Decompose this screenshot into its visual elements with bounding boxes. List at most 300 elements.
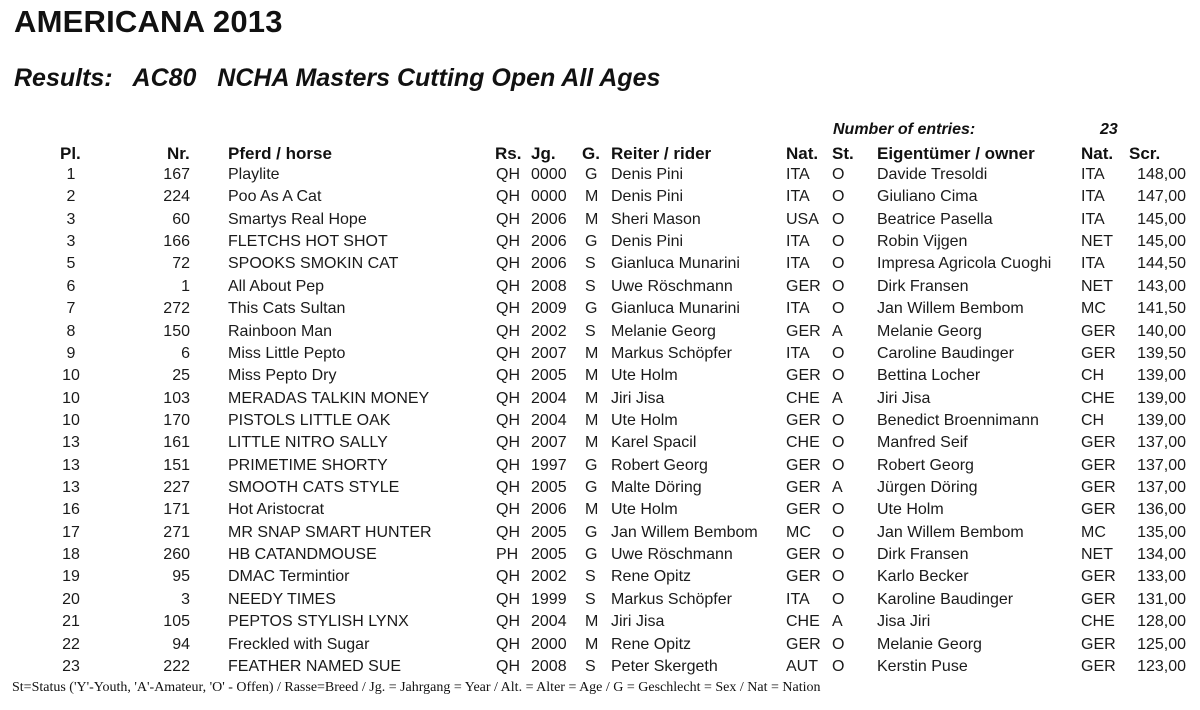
cell-place: 1 [66,166,76,183]
cell-rider: Jiri Jisa [611,613,665,631]
cell-breed: QH [496,568,520,586]
cell-owner-nat: NET [1081,277,1113,295]
cell-breed: QH [496,367,520,385]
cell-number: 103 [163,389,190,407]
cell-sex: G [585,523,598,541]
cell-rider-nat: GER [786,322,821,340]
cell-sex: S [585,590,596,608]
cell-score: 145,00 [1137,233,1186,251]
cell-status: O [832,501,845,519]
cell-rider-nat: CHE [786,434,820,452]
header-breed: Rs. [495,144,522,163]
cell-sex: S [585,322,596,340]
cell-breed: QH [496,188,520,206]
results-table-body [0,165,1200,679]
cell-horse: SPOOKS SMOKIN CAT [228,255,399,273]
header-sex: G. [582,144,600,163]
cell-horse: Miss Little Pepto [228,344,346,362]
cell-year: 2006 [531,501,567,519]
table-row [0,389,1200,411]
cell-breed: QH [496,434,520,452]
cell-number: 1 [181,277,190,295]
cell-owner-nat: ITA [1081,255,1105,273]
cell-year: 2004 [531,613,567,631]
cell-breed: QH [496,501,520,519]
cell-place: 3 [66,233,76,251]
cell-sex: M [585,635,599,653]
cell-status: A [832,389,843,407]
cell-number: 171 [163,501,190,519]
table-row [0,590,1200,612]
cell-owner: Dirk Fransen [877,277,969,295]
cell-owner: Jan Willem Bembom [877,300,1024,318]
cell-owner-nat: CHE [1081,613,1115,631]
cell-owner-nat: GER [1081,479,1116,497]
cell-status: O [832,367,845,385]
table-row [0,433,1200,455]
cell-owner-nat: GER [1081,322,1116,340]
cell-place: 20 [62,590,80,608]
cell-owner: Jürgen Döring [877,479,978,497]
cell-rider: Markus Schöpfer [611,590,732,608]
cell-rider-nat: GER [786,501,821,519]
cell-sex: M [585,411,599,429]
cell-breed: QH [496,166,520,183]
cell-rider: Jan Willem Bembom [611,523,758,541]
cell-sex: G [585,456,598,474]
cell-breed: QH [496,479,520,497]
cell-rider-nat: GER [786,277,821,295]
cell-rider: Markus Schöpfer [611,344,732,362]
header-status: St. [832,144,854,163]
cell-score: 123,00 [1137,657,1186,675]
cell-status: O [832,456,845,474]
cell-breed: QH [496,590,520,608]
cell-year: 2008 [531,277,567,295]
cell-sex: M [585,501,599,519]
cell-place: 8 [66,322,76,340]
page-title: AMERICANA 2013 [14,4,283,39]
cell-status: O [832,188,845,206]
cell-number: 260 [163,546,190,564]
cell-rider: Rene Opitz [611,635,692,653]
cell-breed: QH [496,277,520,295]
cell-score: 139,00 [1137,389,1186,407]
cell-sex: M [585,389,599,407]
cell-number: 224 [163,188,190,206]
cell-status: O [832,166,845,183]
table-row [0,187,1200,209]
cell-place: 19 [62,568,80,586]
cell-owner: Robert Georg [877,456,974,474]
cell-number: 151 [163,456,190,474]
cell-owner-nat: ITA [1081,188,1105,206]
cell-owner: Melanie Georg [877,322,982,340]
cell-owner-nat: GER [1081,635,1116,653]
table-row [0,322,1200,344]
cell-owner-nat: GER [1081,344,1116,362]
cell-horse: Rainboon Man [228,322,333,340]
cell-rider-nat: GER [786,546,821,564]
cell-score: 144,50 [1137,255,1186,273]
cell-owner-nat: ITA [1081,210,1105,228]
cell-place: 6 [66,277,76,295]
cell-sex: S [585,568,596,586]
cell-year: 2005 [531,523,567,541]
cell-status: A [832,613,843,631]
cell-number: 161 [163,434,190,452]
cell-place: 13 [62,456,80,474]
cell-place: 13 [62,479,80,497]
cell-score: 136,00 [1137,501,1186,519]
cell-rider: Denis Pini [611,233,684,251]
cell-owner-nat: GER [1081,501,1116,519]
table-row [0,456,1200,478]
cell-status: O [832,300,845,318]
cell-place: 9 [66,344,76,362]
cell-owner-nat: GER [1081,456,1116,474]
cell-status: O [832,210,845,228]
table-row [0,567,1200,589]
cell-rider: Gianluca Munarini [611,255,740,273]
cell-sex: M [585,434,599,452]
cell-number: 6 [181,344,190,362]
cell-rider: Ute Holm [611,501,678,519]
cell-breed: QH [496,657,520,675]
cell-owner-nat: GER [1081,568,1116,586]
cell-score: 128,00 [1137,613,1186,631]
cell-owner-nat: MC [1081,300,1106,318]
cell-score: 147,00 [1137,188,1186,206]
cell-owner-nat: NET [1081,546,1113,564]
cell-rider: Ute Holm [611,367,678,385]
cell-year: 2008 [531,657,567,675]
cell-owner: Davide Tresoldi [877,166,988,183]
cell-owner: Jan Willem Bembom [877,523,1024,541]
cell-status: O [832,411,845,429]
cell-score: 133,00 [1137,568,1186,586]
cell-year: 2002 [531,568,567,586]
cell-number: 94 [172,635,190,653]
cell-year: 2000 [531,635,567,653]
cell-rider-nat: ITA [786,344,810,362]
cell-sex: M [585,613,599,631]
table-row [0,478,1200,500]
cell-score: 140,00 [1137,322,1186,340]
cell-breed: QH [496,523,520,541]
cell-number: 166 [163,233,190,251]
cell-place: 16 [62,501,80,519]
cell-rider: Jiri Jisa [611,389,665,407]
cell-rider-nat: ITA [786,233,810,251]
table-row [0,635,1200,657]
cell-rider-nat: ITA [786,255,810,273]
cell-score: 131,00 [1137,590,1186,608]
cell-number: 95 [172,568,190,586]
cell-owner-nat: CHE [1081,389,1115,407]
cell-year: 1997 [531,456,567,474]
cell-breed: QH [496,635,520,653]
cell-year: 2004 [531,411,567,429]
cell-place: 10 [62,389,80,407]
cell-year: 2006 [531,210,567,228]
cell-owner: Dirk Fransen [877,546,969,564]
table-row [0,165,1200,187]
cell-rider-nat: GER [786,568,821,586]
cell-score: 141,50 [1137,300,1186,318]
cell-breed: PH [496,546,519,564]
cell-year: 2002 [531,322,567,340]
cell-owner: Karoline Baudinger [877,590,1014,608]
cell-sex: M [585,210,599,228]
cell-rider: Melanie Georg [611,322,716,340]
cell-owner-nat: NET [1081,233,1113,251]
cell-breed: QH [496,456,520,474]
cell-rider-nat: ITA [786,166,810,183]
cell-owner-nat: GER [1081,590,1116,608]
cell-breed: QH [496,344,520,362]
cell-owner: Ute Holm [877,501,944,519]
legend-footnote: St=Status ('Y'-Youth, 'A'-Amateur, 'O' - Offen) / Rasse=Breed / Jg. = Jahrgang = Year / Alt. = Alter = Age / G = Geschlecht = Sex / Nat = Nation [12,680,821,695]
cell-breed: QH [496,411,520,429]
cell-year: 2006 [531,255,567,273]
cell-horse: Poo As A Cat [228,188,322,206]
cell-score: 137,00 [1137,456,1186,474]
cell-score: 139,50 [1137,344,1186,362]
cell-sex: G [585,166,598,183]
cell-rider: Ute Holm [611,411,678,429]
cell-horse: Freckled with Sugar [228,635,370,653]
table-row [0,523,1200,545]
cell-year: 1999 [531,590,567,608]
cell-horse: FEATHER NAMED SUE [228,657,402,675]
cell-horse: FLETCHS HOT SHOT [228,233,388,251]
header-score: Scr. [1129,144,1161,163]
cell-place: 2 [66,188,76,206]
cell-status: A [832,479,843,497]
header-rider: Reiter / rider [611,144,712,163]
cell-rider-nat: GER [786,456,821,474]
cell-status: O [832,277,845,295]
cell-owner: Bettina Locher [877,367,981,385]
cell-rider-nat: MC [786,523,811,541]
cell-sex: M [585,367,599,385]
header-horse: Pferd / horse [228,144,332,163]
cell-number: 60 [172,210,190,228]
cell-horse: All About Pep [228,277,325,295]
cell-owner: Beatrice Pasella [877,210,993,228]
table-row [0,210,1200,232]
cell-sex: G [585,300,598,318]
cell-owner-nat: MC [1081,523,1106,541]
table-row [0,344,1200,366]
cell-place: 7 [66,300,76,318]
cell-horse: PEPTOS STYLISH LYNX [228,613,409,631]
cell-place: 10 [62,411,80,429]
table-row [0,500,1200,522]
cell-horse: This Cats Sultan [228,300,346,318]
cell-year: 2005 [531,367,567,385]
cell-rider-nat: ITA [786,188,810,206]
cell-owner: Impresa Agricola Cuoghi [877,255,1052,273]
cell-rider-nat: ITA [786,590,810,608]
table-row [0,612,1200,634]
header-owner-nat: Nat. [1081,144,1114,163]
cell-status: O [832,546,845,564]
cell-owner: Kerstin Puse [877,657,968,675]
cell-place: 3 [66,210,76,228]
cell-breed: QH [496,210,520,228]
cell-breed: QH [496,233,520,251]
cell-status: O [832,568,845,586]
cell-horse: HB CATANDMOUSE [228,546,377,564]
cell-owner: Karlo Becker [877,568,969,586]
cell-rider: Rene Opitz [611,568,692,586]
cell-rider: Sheri Mason [611,210,701,228]
cell-place: 21 [62,613,80,631]
cell-number: 72 [172,255,190,273]
cell-score: 125,00 [1137,635,1186,653]
cell-status: O [832,657,845,675]
cell-year: 2005 [531,546,567,564]
cell-breed: QH [496,613,520,631]
cell-year: 2007 [531,344,567,362]
cell-score: 145,00 [1137,210,1186,228]
entries-count-label: Number of entries: [833,121,976,138]
cell-status: O [832,590,845,608]
cell-owner-nat: CH [1081,411,1105,429]
table-row [0,411,1200,433]
cell-number: 25 [172,367,190,385]
cell-year: 2006 [531,233,567,251]
cell-place: 18 [62,546,80,564]
cell-number: 105 [163,613,190,631]
cell-place: 17 [62,523,80,541]
cell-status: A [832,322,843,340]
cell-score: 137,00 [1137,434,1186,452]
cell-status: O [832,434,845,452]
cell-year: 0000 [531,188,567,206]
header-rider-nat: Nat. [786,144,819,163]
cell-year: 2005 [531,479,567,497]
cell-horse: Hot Aristocrat [228,501,325,519]
cell-number: 3 [181,590,190,608]
cell-owner-nat: GER [1081,657,1116,675]
results-subtitle: Results: AC80 NCHA Masters Cutting Open All Ages [14,64,661,92]
cell-rider: Uwe Röschmann [611,277,733,295]
cell-year: 2009 [531,300,567,318]
cell-rider-nat: GER [786,367,821,385]
cell-status: O [832,233,845,251]
cell-number: 170 [163,411,190,429]
header-owner: Eigentümer / owner [877,144,1035,163]
cell-rider: Peter Skergeth [611,657,718,675]
cell-owner-nat: GER [1081,434,1116,452]
cell-horse: SMOOTH CATS STYLE [228,479,400,497]
cell-place: 22 [62,635,80,653]
cell-horse: LITTLE NITRO SALLY [228,434,388,452]
header-number: Nr. [167,144,190,163]
cell-owner: Melanie Georg [877,635,982,653]
cell-number: 167 [163,166,190,183]
cell-rider: Karel Spacil [611,434,697,452]
cell-rider-nat: AUT [786,657,818,675]
cell-number: 271 [163,523,190,541]
cell-horse: NEEDY TIMES [228,590,336,608]
cell-status: O [832,523,845,541]
header-place: Pl. [60,144,81,163]
table-row [0,232,1200,254]
entries-count-value: 23 [1100,121,1118,138]
cell-score: 148,00 [1137,166,1186,183]
cell-score: 137,00 [1137,479,1186,497]
cell-breed: QH [496,322,520,340]
cell-breed: QH [496,389,520,407]
cell-sex: G [585,233,598,251]
cell-year: 2007 [531,434,567,452]
cell-rider: Gianluca Munarini [611,300,740,318]
cell-number: 150 [163,322,190,340]
cell-horse: PISTOLS LITTLE OAK [228,411,391,429]
cell-rider-nat: GER [786,411,821,429]
cell-number: 222 [163,657,190,675]
cell-place: 10 [62,367,80,385]
cell-status: O [832,344,845,362]
cell-horse: MR SNAP SMART HUNTER [228,523,432,541]
cell-owner: Caroline Baudinger [877,344,1014,362]
cell-rider-nat: GER [786,479,821,497]
cell-sex: S [585,657,596,675]
cell-place: 13 [62,434,80,452]
cell-horse: MERADAS TALKIN MONEY [228,389,430,407]
cell-sex: S [585,277,596,295]
cell-rider: Uwe Röschmann [611,546,733,564]
cell-place: 5 [66,255,76,273]
cell-rider: Denis Pini [611,188,684,206]
cell-owner-nat: ITA [1081,166,1105,183]
table-row [0,366,1200,388]
cell-score: 135,00 [1137,523,1186,541]
table-row [0,254,1200,276]
cell-owner: Jisa Jiri [877,613,931,631]
table-row [0,299,1200,321]
cell-status: O [832,635,845,653]
cell-sex: G [585,479,598,497]
cell-owner-nat: CH [1081,367,1105,385]
cell-rider: Denis Pini [611,166,684,183]
cell-owner: Robin Vijgen [877,233,968,251]
cell-number: 227 [163,479,190,497]
cell-rider: Malte Döring [611,479,702,497]
cell-score: 139,00 [1137,367,1186,385]
cell-rider-nat: GER [786,635,821,653]
cell-year: 2004 [531,389,567,407]
cell-sex: M [585,344,599,362]
cell-rider-nat: ITA [786,300,810,318]
cell-score: 134,00 [1137,546,1186,564]
cell-rider-nat: CHE [786,613,820,631]
cell-breed: QH [496,300,520,318]
cell-horse: Playlite [228,166,280,183]
cell-sex: M [585,188,599,206]
cell-rider-nat: CHE [786,389,820,407]
cell-owner: Giuliano Cima [877,188,978,206]
cell-score: 143,00 [1137,277,1186,295]
table-row [0,657,1200,679]
cell-place: 23 [62,657,80,675]
cell-horse: PRIMETIME SHORTY [228,456,388,474]
cell-sex: G [585,546,598,564]
